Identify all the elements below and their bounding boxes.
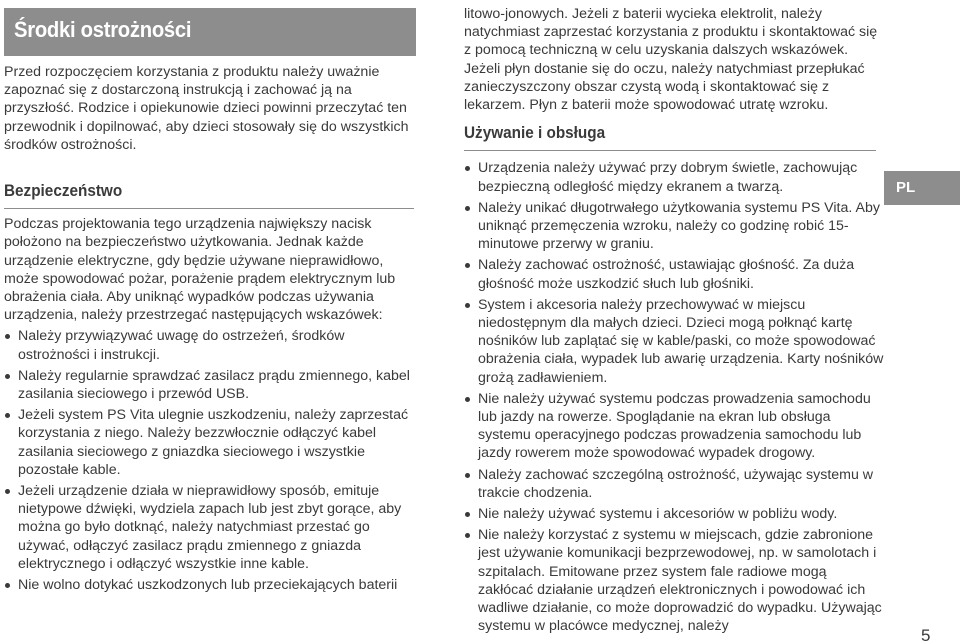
list-item: Jeżeli system PS Vita ulegnie uszkodzeniu, należy zaprzestać korzystania z niego. Należy bezzwłocznie odłączyć kabel zasilania sieciowego z gniazdka sieciowego i wszystkie pozostałe kable. — [4, 406, 414, 479]
safety-paragraph: Podczas projektowania tego urządzenia największy nacisk położono na bezpieczeństwo użytkowania. Jednak każde urządzenie elektryczne, gdy będzie używane nieprawidłowo, może spowodować pożar, porażenie prądem elektrycznym lub obrażenia ciała. Aby uniknąć wypadków podczas używania urządzenia, należy przestrzegać następujących wskazówek: — [4, 216, 396, 324]
list-item: Należy unikać długotrwałego użytkowania systemu PS Vita. Aby uniknąć przemęczenia wzroku, należy co godzinę robić 15-minutowe przerwy w graniu. — [464, 199, 884, 254]
section-heading-usage: Używanie i obsługa — [464, 123, 606, 143]
page-number: 5 — [921, 626, 931, 644]
list-item: Nie należy używać systemu i akcesoriów w pobliżu wody. — [464, 505, 884, 523]
list-item: Jeżeli urządzenie działa w nieprawidłowy sposób, emituje nietypowe dźwięki, wydziela zapach lub jest zbyt gorące, aby można go było dotknąć, należy natychmiast przestać go używać, odłączyć zasilacz prądu zmiennego z gniazda elektrycznego i odłączyć wszystkie inne kable. — [4, 482, 414, 573]
list-item: Nie należy używać systemu podczas prowadzenia samochodu lub jazdy na rowerze. Spoglądanie na ekran lub obsługa systemu operacyjnego podczas prowadzenia samochodu lub jazdy rowerem może spowodować wypadek drogowy. — [464, 390, 884, 463]
list-item: Urządzenia należy używać przy dobrym świetle, zachowując bezpieczną odległość między ekranem a twarzą. — [464, 159, 884, 195]
right-column — [464, 5, 884, 639]
section-heading-safety: Bezpieczeństwo — [4, 181, 123, 201]
list-item: Należy regularnie sprawdzać zasilacz prądu zmiennego, kabel zasilania sieciowego i przewód USB. — [4, 367, 414, 403]
language-code: PL — [896, 179, 916, 196]
list-item: Nie wolno dotykać uszkodzonych lub przeciekających baterii — [4, 576, 414, 594]
list-item: Należy przywiązywać uwagę do ostrzeżeń, środków ostrożności i instrukcji. — [4, 327, 414, 363]
list-item: Należy zachować ostrożność, ustawiając głośność. Za duża głośność może uszkodzić słuch lub głośniki. — [464, 256, 884, 292]
section-divider — [4, 208, 414, 209]
title-bar — [4, 8, 416, 56]
list-item: Należy zachować szczególną ostrożność, używając systemu w trakcie chodzenia. — [464, 466, 884, 502]
continuation-paragraph: litowo-jonowych. Jeżeli z baterii wycieka elektrolit, należy natychmiast zaprzestać korzystania z produktu i skontaktować się z pomocą techniczną w celu uzyskania dalszych wskazówek. Jeżeli płyn dostanie się do oczu, należy natychmiast przepłukać zanieczyszczony obszar czystą wodą i skontaktować się z lekarzem. Płyn z baterii może spowodować utratę wzroku. — [464, 6, 878, 114]
section-divider — [464, 150, 876, 151]
left-column — [4, 63, 414, 597]
page-title: Środki ostrożności — [14, 17, 192, 42]
intro-paragraph: Przed rozpoczęciem korzystania z produktu należy uważnie zapoznać się z dostarczoną instrukcją i zachować ją na przyszłość. Rodzice i opiekunowie dzieci powinni przeczytać ten przewodnik i dopilnować, aby dzieci stosowały się do wszystkich środków ostrożności. — [4, 64, 409, 153]
list-item: Nie należy korzystać z systemu w miejscach, gdzie zabronione jest używanie komunikacji bezprzewodowej, np. w samolotach i szpitalach. Emitowane przez system fale radiowe mogą zakłócać działanie urządzeń elektronicznych i powodować ich wadliwe działanie, co może doprowadzić do wypadku. Używając systemu w placówce medycznej, należy — [464, 526, 884, 635]
safety-bullet-list — [4, 327, 414, 594]
list-item: System i akcesoria należy przechowywać w miejscu niedostępnym dla małych dzieci. Dzieci mogą połknąć kartę nośników lub zaplątać się w kable/paski, co może spowodować obrażenia ciała, wypadek lub awarię urządzenia. Karty nośników grożą zadławieniem. — [464, 296, 884, 387]
language-tab — [884, 171, 960, 205]
usage-bullet-list — [464, 159, 884, 635]
